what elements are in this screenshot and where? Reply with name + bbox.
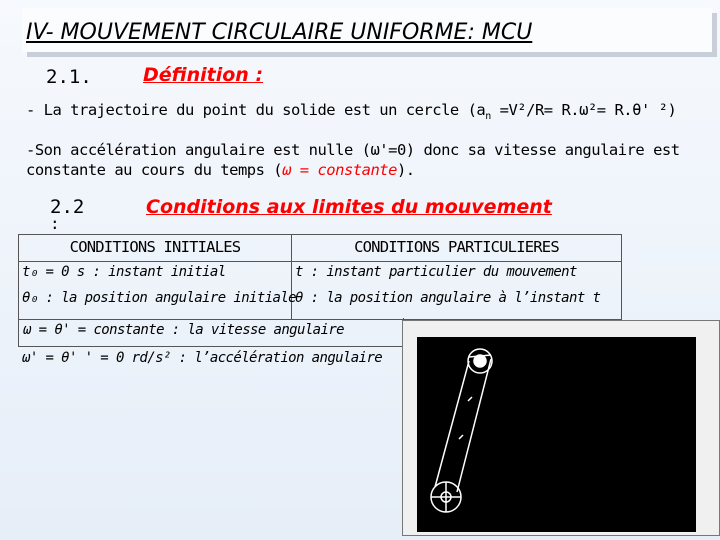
angular-acceleration-line: ω' = θ' ' = 0 rd/s² : l’accélération angulaire: [22, 350, 383, 366]
definition-line-2: -Son accélération angulaire est nulle (ω'=0) donc sa vitesse angulaire est: [26, 141, 680, 159]
initial-row-2: θ₀ : la position angulaire initiale: [22, 290, 297, 306]
arm-tick-marks: [459, 397, 472, 439]
particular-conditions-header: CONDITIONS PARTICULIERES: [292, 235, 621, 262]
particular-row-1: t : instant particulier du mouvement: [295, 264, 577, 280]
page-title: IV- MOUVEMENT CIRCULAIRE UNIFORME: MCU: [26, 20, 533, 45]
rotating-arm-illustration: [417, 337, 696, 532]
initial-row-1: t₀ = 0 s : instant initial: [22, 264, 226, 280]
omega-box: [18, 318, 404, 347]
title-bar: [22, 8, 712, 52]
animation-canvas: [417, 337, 696, 532]
particular-row-2: θ : la position angulaire à l’instant t: [295, 290, 601, 306]
initial-conditions-column: [19, 235, 297, 319]
definition-line-1: - La trajectoire du point du solide est un cercle ($a_n =V^2/R= R.\omega^2= R.\theta'$ ²): [26, 101, 677, 123]
conditions-table: [18, 234, 622, 320]
definition-line-3: constante au cours du temps (ω = constante).: [26, 161, 415, 179]
animation-panel: [402, 320, 720, 536]
section-1-number: 2.1.: [46, 66, 92, 88]
omega-prime-box: [18, 346, 404, 374]
section-2-number: 2.2: [50, 196, 85, 218]
initial-conditions-header: CONDITIONS INITIALES: [19, 235, 291, 262]
arm-edge-left: [435, 361, 469, 487]
angular-velocity-line: ω = θ' = constante : la vitesse angulaire: [23, 322, 344, 338]
section-2-colon: :: [50, 214, 60, 233]
top-pivot-center: [474, 355, 486, 367]
section-2-title: Conditions aux limites du mouvement: [146, 196, 552, 218]
particular-conditions-column: [292, 235, 621, 319]
arm-edge-right: [457, 359, 491, 492]
section-1-title: Définition :: [143, 64, 264, 86]
